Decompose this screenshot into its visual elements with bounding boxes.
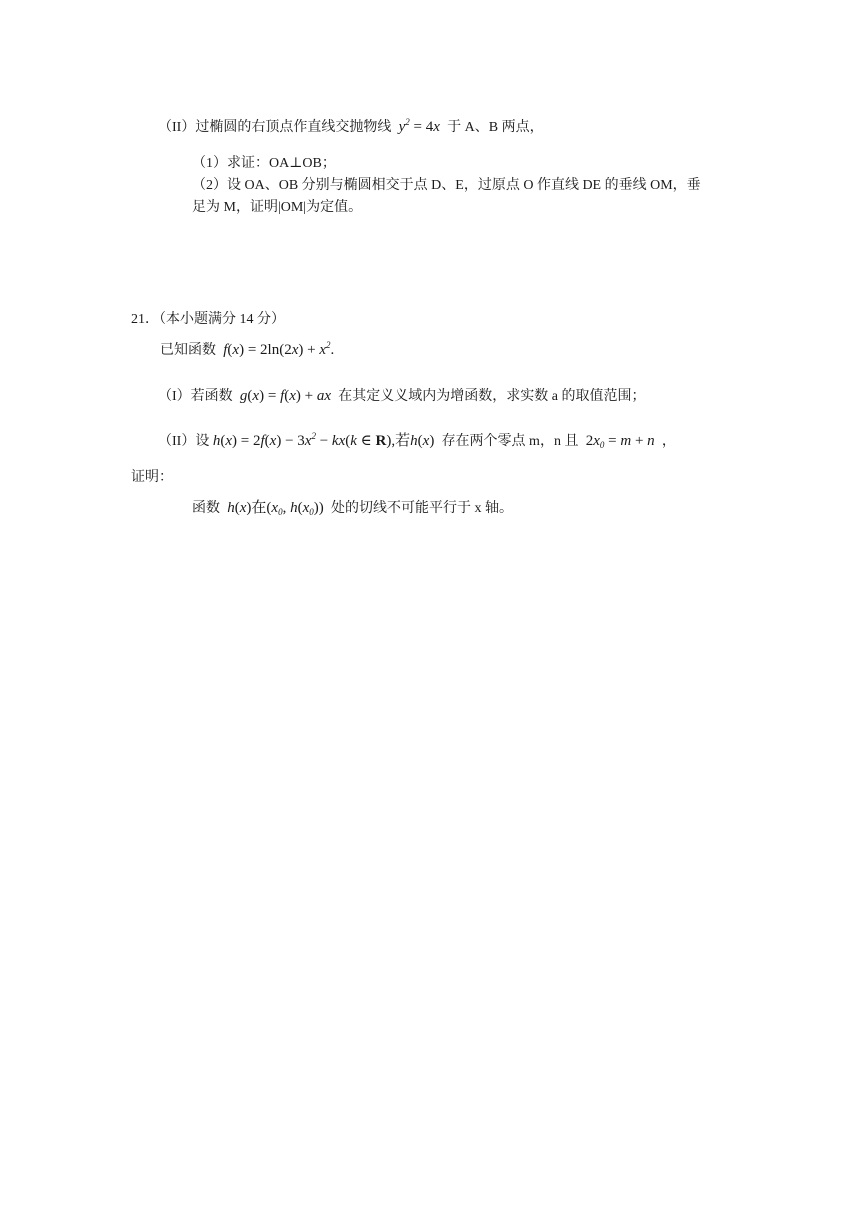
q21-part2 [158,431,676,452]
q21-part2-prefix: （II）设 [158,434,210,449]
prev-part2-suffix: 于 A、B 两点， [447,120,544,135]
q21-part2-formula2: $2x_0 = m + n$ [585,433,659,450]
q21-part1 [158,386,646,407]
q21-part1-prefix: （I）若函数 [158,389,233,404]
q21-header: 21．（本小题满分 14 分） [131,312,285,327]
q21-part1-suffix: 在其定义义域内为增函数，求实数 a 的取值范围； [338,389,646,404]
q21-conclusion [192,498,513,519]
prev-item2-line2: 足为 M，证明|OM|为定值。 [192,200,363,215]
q21-part2-mid: 存在两个零点 m，n 且 [441,434,579,449]
q21-conclusion-prefix: 函数 [192,501,220,516]
parabola-equation: $y^2 = 4x$ [394,117,444,135]
q21-part2-end: ， [661,434,676,449]
prev-part2-prefix: （II）过椭圆的右顶点作直线交抛物线 [158,120,392,135]
q21-part2-formula: $h(x) = 2f(x) - 3x^2 - kx(k$ ∈ R),若h(x) [212,431,435,449]
q21-part1-formula: g(x) = f(x) + ax [236,388,335,404]
prev-item1: （1）求证：OA⊥OB； [192,156,336,171]
q21-given-prefix: 已知函数 [160,343,216,358]
prev-part2-line [158,117,544,138]
q21-given-formula: $f(x) = 2\ln(2x) + x^2$. [219,340,335,358]
q21-prove-label: 证明： [131,470,173,485]
prev-item2-line1: （2）设 OA、OB 分别与椭圆相交于点 D、E，过原点 O 作直线 DE 的垂线 OM，垂 [192,178,701,193]
q21-conclusion-formula: h(x)在($x_0$, $h(x_0)$) [223,500,324,517]
q21-conclusion-suffix: 处的切线不可能平行于 x 轴。 [331,501,514,516]
q21-given [160,340,334,361]
